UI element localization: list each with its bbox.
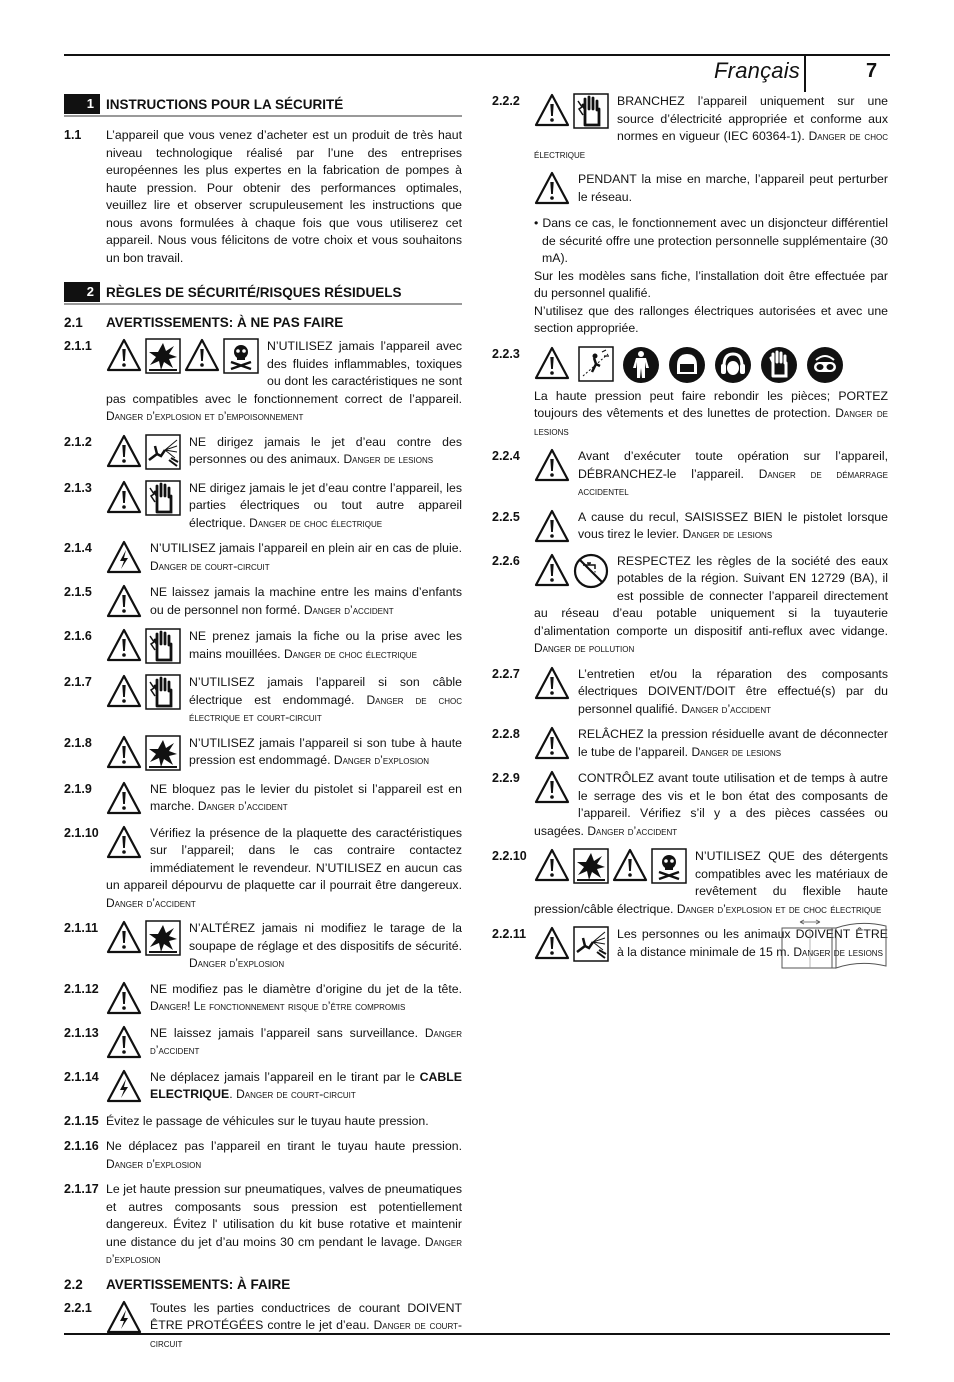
item-text: Toutes les parties conductrices de courant DOIVENT ÊTRE PROTÉGÉES contre le jet d’eau. (150, 1300, 462, 1332)
danger-label: Danger de lesions (691, 744, 782, 759)
warnings-list-dont (64, 338, 462, 1269)
hazard-icons (534, 666, 570, 700)
warning-icon (534, 448, 570, 482)
danger-label: Danger de lesions (682, 527, 773, 541)
hazard-icons (534, 509, 570, 543)
warning-icon (106, 674, 142, 710)
warning-item (64, 781, 462, 817)
item-number: 2.2.5 (492, 509, 520, 524)
item-text: NE modifiez pas le diamètre d’origine du jet de la tête. (150, 981, 462, 996)
danger-label: Danger d’accident (197, 799, 288, 813)
hazard-icons (534, 770, 570, 804)
subsection-number: 2.2 (64, 1276, 83, 1292)
item-number: 2.1.13 (64, 1025, 99, 1040)
warning-icon (106, 981, 142, 1015)
toxic-icon (651, 848, 687, 884)
explosion-icon (145, 920, 181, 956)
item-number: 2.1.14 (64, 1069, 99, 1084)
footer-rule (64, 1333, 890, 1335)
warning-item (492, 553, 888, 658)
warning-item (64, 1113, 462, 1131)
hazard-icons (106, 540, 142, 574)
danger-label: Danger d’accident (150, 1025, 462, 1057)
item-number: 2.1.15 (64, 1113, 99, 1128)
warning-item-2-2-1 (64, 1300, 462, 1353)
ppe-icons (534, 346, 888, 384)
hazard-icons (534, 726, 570, 760)
item-text: Vérifiez la présence de la plaquette des caractéristiques sur l’appareil; dans le cas contraire contactez immédiatement le revendeur. N’UTILISEZ en aucun cas un appareil dépourvu de plaquette car il pourrait être dangereux. (106, 825, 462, 892)
warning-item (64, 628, 462, 666)
explosion-icon (145, 735, 181, 771)
item-number: 2.2.7 (492, 666, 520, 681)
item-text: Avant d’exécuter toute opération sur l’appareil, DÉBRANCHEZ-le l’appareil. (578, 449, 888, 481)
section-number: 1 (64, 94, 100, 114)
danger-label: Danger d’explosion (106, 1234, 462, 1266)
item-number: 2.1.5 (64, 585, 92, 599)
subsection-number: 2.1 (64, 315, 83, 330)
subsection-title: AVERTISSEMENTS: À FAIRE (106, 1276, 291, 1292)
warning-icon (106, 338, 142, 374)
item-number: 2.1.7 (64, 675, 92, 689)
danger-label: Danger de choc électrique (249, 515, 383, 530)
item-text: N’UTILISEZ jamais l’appareil si son tube à haute pression est endommagé. (189, 735, 462, 767)
item-number: 1.1 (64, 128, 82, 142)
warning-item (64, 674, 462, 727)
item-number: 2.2.2 (492, 94, 520, 108)
warning-item (64, 920, 462, 973)
hazard-icons (534, 553, 609, 589)
item-text: Le jet haute pression sur pneumatiques, valves de pneumatiques et autres composants sous pression est potentiellement dangereux. Évitez l' utilisation du kit buse rotative et maintenir une distance du jet d’au moins 30 cm pendant le lavage. (106, 1182, 462, 1249)
warning-icon (534, 666, 570, 700)
warning-item (492, 770, 888, 840)
warning-icon (106, 628, 142, 664)
item-number: 2.1.11 (64, 921, 99, 935)
warning-icon (534, 346, 570, 384)
hazard-icons (106, 981, 142, 1015)
item-text: N’UTILISEZ jamais l’appareil avec des fluides inflammables, toxiques ou dont les caractéristiques ne sont pas compatibles avec le fonctionnement correct de l’appareil. (106, 339, 462, 406)
language-label: Français (714, 58, 800, 83)
item-text-bold: CABLE ELECTRIQUE (150, 1069, 462, 1101)
hazard-icons (106, 825, 142, 859)
hazard-icons (534, 448, 570, 482)
danger-label: Danger d’explosion et de choc électrique (676, 901, 882, 916)
item-number: 2.1.2 (64, 434, 92, 449)
warning-icon (106, 825, 142, 859)
spray-person-icon (145, 434, 181, 470)
hazard-icons (534, 93, 609, 129)
hazard-icons (106, 584, 142, 618)
hazard-icons (106, 781, 142, 815)
item-number: 2.1.12 (64, 981, 99, 996)
item-text: CONTRÔLEZ avant toute utilisation et de temps à autre le serrage des vis et le bon état des composants de l’appareil. Vérifiez s’il y a des pièces cassées ou usagées. (534, 771, 888, 838)
warning-item (492, 666, 888, 719)
item-number: 2.1.3 (64, 480, 92, 495)
danger-label: Danger de choc électrique et court-circuit (189, 692, 463, 724)
item-number: 2.1.17 (64, 1182, 99, 1196)
danger-label: Danger de choc électrique (534, 129, 888, 161)
rebound-icon (578, 346, 614, 384)
danger-label: Danger de court-circuit (150, 1318, 462, 1350)
warnings-list-do (492, 448, 888, 964)
item-text: . (229, 1087, 237, 1101)
warning-icon (106, 781, 142, 815)
left-column (64, 93, 462, 1360)
warning-icon (534, 770, 570, 804)
ear-protection-icon (714, 346, 752, 384)
warning-item-2-2-3 (492, 346, 888, 441)
hazard-icons (106, 434, 181, 470)
danger-label: Danger de lesions (793, 944, 883, 959)
warning-icon (534, 509, 570, 543)
hazard-icons (106, 1025, 142, 1059)
bullet-text: • Dans ce cas, le fonctionnement avec un disjoncteur différentiel de sécurité offre une protection personnelle supplémentaire (30 mA). (534, 216, 888, 265)
right-column (492, 93, 888, 972)
item-text: RESPECTEZ les règles de la société des eaux potables de la région. Suivant EN 12729 (BA), il est possible de connecter l’appareil directement au réseau d’eau potable uniquement si la tuyauterie d’alimentation comporte un dispositif anti-reflux avec vidange. (534, 553, 888, 638)
item-text: N’UTILISEZ jamais l’appareil si son câble électrique est endommagé. (189, 675, 462, 707)
goggles-icon (806, 346, 844, 384)
hazard-icons (534, 848, 687, 884)
danger-label: Danger d’accident (303, 602, 394, 617)
item-text: BRANCHEZ l’appareil uniquement sur une source d’électricité appropriée et conforme aux normes en vigueur (IEC 60364-1). (617, 94, 888, 143)
danger-label: Danger de lesions (534, 406, 888, 438)
danger-label: Danger d’explosion (106, 1156, 202, 1171)
item-text: NE bloquez pas le levier du pistolet si l’appareil est en marche. (150, 781, 462, 813)
danger-label: Danger de démarrage accidentel (578, 466, 888, 498)
item-text: NE dirigez jamais le jet d’eau contre des personnes ou des animaux. (189, 434, 462, 466)
warning-icon (106, 584, 142, 618)
no-potable-water-icon (573, 553, 609, 589)
warning-item (64, 735, 462, 773)
section-number: 2 (64, 282, 100, 302)
item-text: A cause du recul, SAISISSEZ BIEN le pistolet lorsque vous tirez le levier. (578, 509, 888, 541)
danger-label: Danger d’accident (106, 895, 196, 910)
item-number: 2.2.10 (492, 849, 527, 863)
danger-label: Danger d’explosion et d’empoisonnement (106, 409, 304, 423)
note-text: PENDANT la mise en marche, l’appareil peut perturber le réseau. (578, 172, 888, 204)
paragraph-text: N’utilisez que des rallonges électriques autorisées et avec une section appropriée. (534, 303, 888, 335)
protective-suit-icon (622, 346, 660, 384)
item-1-1 (64, 127, 462, 267)
item-number: 2.2.9 (492, 771, 520, 785)
header-rule (64, 54, 890, 56)
hazard-icons (106, 338, 259, 374)
gloves-icon (760, 346, 798, 384)
item-text: NE dirigez jamais le jet d’eau contre l’appareil, les parties électriques ou tout autre appareil électrique. (189, 480, 462, 530)
item-number: 2.2.1 (64, 1300, 92, 1315)
danger-label: Danger d’explosion (333, 753, 430, 767)
warning-icon (534, 553, 570, 589)
warning-item-2-2-2 (492, 93, 888, 163)
paragraph-text: Sur les modèles sans fiche, l’installation doit être effectuée par du personnel qualifié. (534, 268, 888, 300)
hazard-icons (534, 171, 570, 205)
section-title: RÈGLES DE SÉCURITÉ/RISQUES RÉSIDUELS (106, 284, 402, 300)
item-text: Ne déplacez pas l’appareil en tirant le tuyau haute pression. (106, 1139, 462, 1153)
warning-icon (106, 920, 142, 956)
warning-icon (106, 434, 142, 470)
danger-label: Danger de lesions (343, 452, 434, 466)
hazard-icons (106, 1069, 142, 1103)
item-number: 2.1.1 (64, 339, 92, 353)
hazard-icons (106, 480, 181, 516)
hand-shock-icon (145, 480, 181, 516)
electric-hazard-icon (106, 540, 142, 574)
item-text: L’appareil que vous venez d’acheter est un produit de très haut niveau technologique réalisé par l’une des entreprises européennes les plus expertes en la fabrication de pompes à haute pression. Pour obtenir des performances optimales, veuillez lire et observer scrupuleusement les instructions que nous avons formulées à chaque fois que vous utiliserez cet appareil. Nous vous félicitons de votre choix et vous souhaitons un bon travail. (106, 128, 462, 265)
section-title: INSTRUCTIONS POUR LA SÉCURITÉ (106, 96, 344, 112)
hazard-icons (106, 1300, 142, 1334)
item-number: 2.2.11 (492, 927, 527, 941)
subsection-2-1-header (64, 315, 462, 330)
hazard-icons (106, 628, 181, 664)
danger-label: Danger de pollution (534, 641, 635, 655)
warning-item (492, 726, 888, 762)
hazard-icons (106, 735, 181, 771)
warning-icon (534, 171, 570, 205)
section-2-header (64, 281, 462, 305)
item-text: L’entretien et/ou la réparation des composants électriques DOIVENT/DOIT être effectué(s) par du personnel qualifié. (578, 666, 888, 716)
item-text: La haute pression peut faire rebondir les pièces; PORTEZ toujours des vêtements et des lunettes de protection. (534, 388, 888, 420)
hazard-icons (106, 920, 181, 956)
item-number: 2.1.8 (64, 735, 92, 750)
warning-icon (184, 338, 220, 374)
danger-label: Danger de court-circuit (236, 1087, 356, 1101)
warning-icon (534, 848, 570, 884)
warning-item (64, 981, 462, 1017)
item-text: N’UTILISEZ jamais l’appareil en plein air en cas de pluie. (150, 541, 462, 555)
warning-icon (534, 726, 570, 760)
hand-shock-icon (145, 628, 181, 664)
hazard-icons (106, 674, 181, 710)
warning-icon (612, 848, 648, 884)
item-number: 2.2.8 (492, 727, 520, 741)
warning-item (64, 825, 462, 913)
section-1-header (64, 93, 462, 117)
note-startup (534, 171, 888, 207)
item-number: 2.1.6 (64, 629, 92, 643)
item-number: 2.2.4 (492, 449, 520, 463)
hand-shock-icon (145, 674, 181, 710)
danger-label: Danger d’accident (681, 701, 772, 716)
item-number: 2.1.10 (64, 825, 99, 840)
warning-item (64, 1181, 462, 1269)
warning-item (64, 480, 462, 533)
item-number: 2.1.16 (64, 1139, 99, 1153)
warning-item (64, 584, 462, 620)
warning-item (64, 540, 462, 576)
item-text: NE prenez jamais la fiche ou la prise avec les mains mouillées. (189, 629, 462, 661)
item-text: Ne déplacez jamais l’appareil en le tirant par le (150, 1069, 420, 1084)
header-divider (804, 54, 806, 92)
warning-icon (106, 1025, 142, 1059)
toxic-icon (223, 338, 259, 374)
item-text: RELÂCHEZ la pression résiduelle avant de déconnecter le tube de l’appareil. (578, 727, 888, 759)
warning-icon (106, 480, 142, 516)
warning-item (64, 1138, 462, 1173)
item-text: N’UTILISEZ QUE des détergents compatibles avec les matériaux de revêtement du flexible haute pression/câble électrique. (534, 849, 888, 916)
warning-item (64, 434, 462, 472)
hand-shock-icon (573, 93, 609, 129)
warning-item (64, 338, 462, 426)
item-text: N’ALTÉREZ jamais ni modifiez le tarage de la soupape de réglage et des dispositifs de sécurité. (189, 921, 462, 953)
page-number: 7 (866, 60, 878, 82)
warning-icon (534, 926, 570, 962)
hazard-icons (534, 926, 609, 962)
item-text: Évitez le passage de véhicules sur le tuyau haute pression. (106, 1113, 429, 1128)
warning-icon (106, 735, 142, 771)
warning-icon (534, 93, 570, 129)
danger-label: Danger! Le fonctionnement risque d’être compromis (150, 999, 406, 1013)
subsection-title: AVERTISSEMENTS: À NE PAS FAIRE (106, 315, 344, 330)
warning-item (492, 448, 888, 501)
electric-hazard-icon (106, 1300, 142, 1334)
electric-hazard-icon (106, 1069, 142, 1103)
warning-item (64, 1069, 462, 1105)
danger-label: Danger de court-circuit (150, 558, 270, 573)
item-number: 2.1.4 (64, 541, 92, 555)
item-text: NE laissez jamais la machine entre les mains d’enfants ou de personnel non formé. (150, 585, 462, 617)
danger-label: Danger d’explosion (189, 956, 285, 970)
item-text: NE laissez jamais l’appareil sans surveillance. (150, 1025, 425, 1040)
open-book-icon (780, 918, 890, 973)
spray-person-icon (573, 926, 609, 962)
item-number: 2.2.3 (492, 346, 520, 361)
subsection-2-2-header (64, 1277, 462, 1292)
item-number: 2.1.9 (64, 781, 92, 796)
warning-item (64, 1300, 462, 1353)
face-shield-icon (668, 346, 706, 384)
warning-item (64, 1025, 462, 1061)
danger-label: Danger d’accident (587, 823, 678, 838)
danger-label: Danger de choc électrique (284, 646, 417, 661)
explosion-icon (573, 848, 609, 884)
item-number: 2.2.6 (492, 553, 520, 568)
warning-item (492, 509, 888, 545)
warning-item (492, 848, 888, 918)
item-text: Les personnes ou les animaux DOIVENT ÊTRE à la distance minimale de 15 m. (617, 927, 888, 959)
explosion-icon (145, 338, 181, 374)
